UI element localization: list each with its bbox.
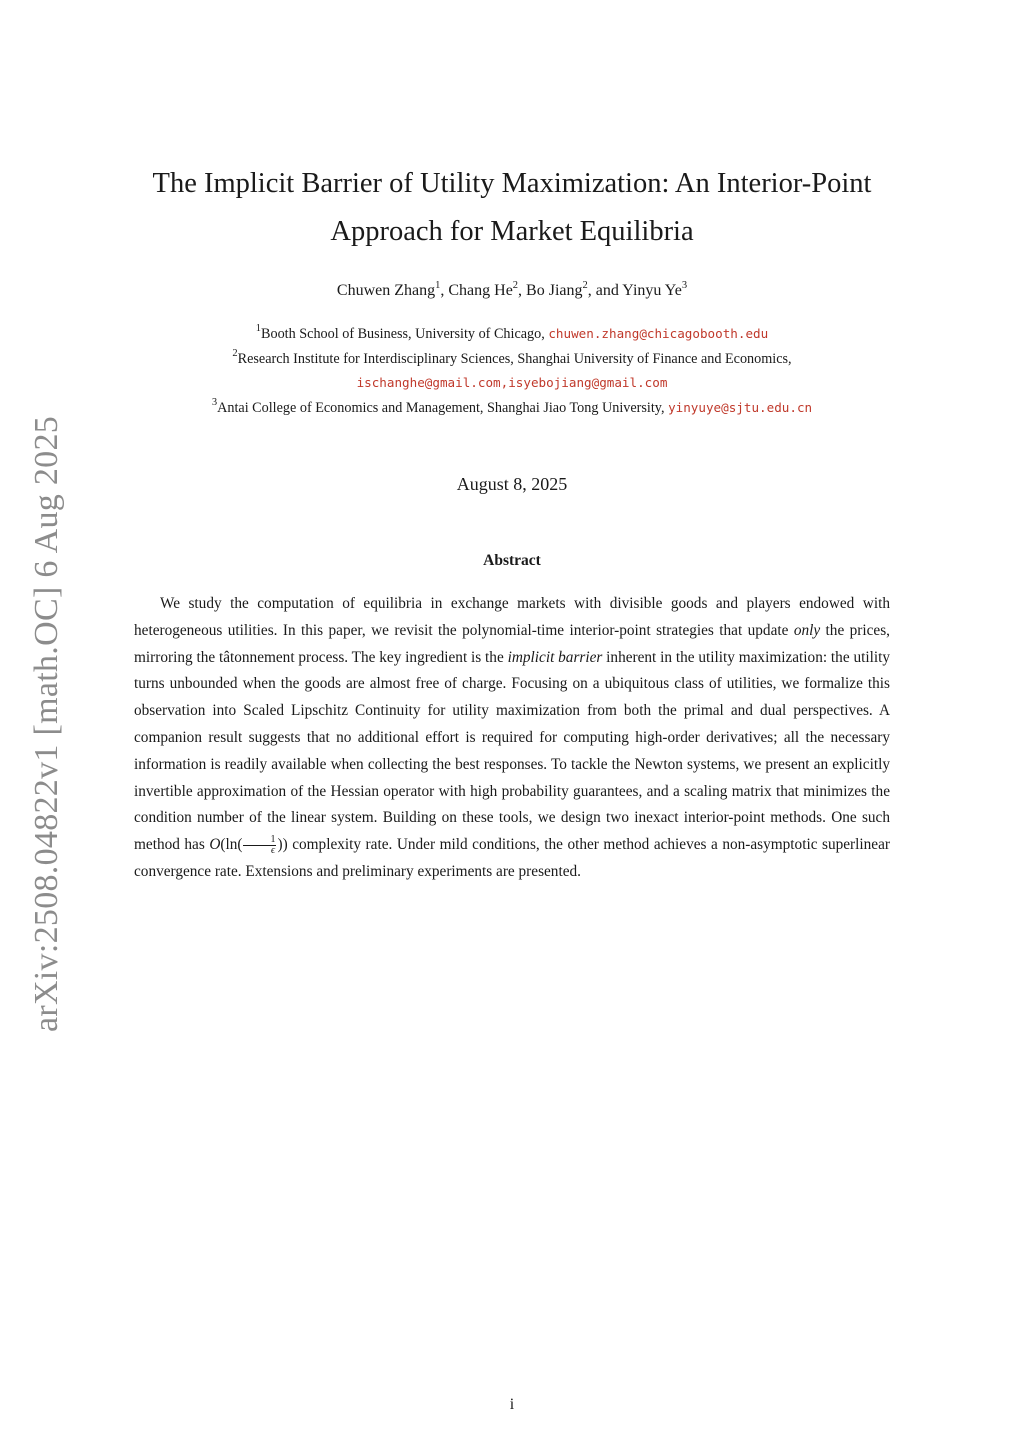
author-separator: ,: [440, 282, 449, 299]
author-name: Bo Jiang: [526, 282, 583, 299]
affiliations: [112, 322, 912, 420]
publication-date: August 8, 2025: [456, 474, 568, 494]
abstract-text: the prices, mirroring the tâtonnement process. The key ingredient is the: [134, 621, 891, 666]
math-ln-open: (ln(: [220, 836, 243, 854]
affiliation-mark: 2: [232, 347, 238, 359]
affiliation-mark: 3: [211, 396, 218, 408]
paper-title-line-2: Approach for Market Equilibria: [330, 216, 694, 247]
abstract-text: complexity rate. Under mild conditions, the other method achieves a non-asymptotic superlinear convergence rate. Extensions and preliminary experiments are presented.: [134, 836, 890, 880]
email-link[interactable]: ischanghe@gmail.com,isyebojiang@gmail.com: [356, 375, 668, 390]
author-name: Chuwen Zhang: [336, 282, 436, 299]
abstract-emphasis: only: [793, 621, 821, 639]
page-number: i: [509, 1396, 515, 1413]
affiliation-3: [112, 396, 912, 421]
arxiv-identifier-stamp: arXiv:2508.04822v1 [math.OC] 6 Aug 2025: [28, 415, 65, 1033]
author-affiliation-mark: 2: [512, 279, 519, 291]
affiliation-text: Antai College of Economics and Management, Shanghai Jiao Tong University,: [217, 399, 669, 416]
author-name: Yinyu Ye: [622, 282, 682, 299]
paper-title-line-1: The Implicit Barrier of Utility Maximization: An Interior-Point: [152, 168, 872, 199]
math-fraction-denominator: ϵ: [270, 845, 275, 857]
abstract-paragraph: [134, 591, 890, 886]
abstract-text: We study the computation of equilibria in exchange markets with divisible goods and players endowed with heterogeneous utilities. In this paper, we revisit the polynomial-time interior-point strategies that update: [134, 595, 890, 639]
author-name: Chang He: [448, 282, 513, 299]
paper-title: [112, 160, 912, 256]
abstract-emphasis: implicit barrier: [507, 648, 603, 666]
author-affiliation-mark: 3: [681, 279, 688, 291]
author-affiliation-mark: 1: [435, 279, 441, 291]
abstract-heading: Abstract: [483, 552, 541, 569]
author-separator: ,: [518, 282, 527, 299]
affiliation-text: Research Institute for Interdisciplinary Sciences, Shanghai University of Finance and Economics,: [237, 350, 792, 367]
author-affiliation-mark: 2: [582, 279, 588, 291]
math-fraction: [243, 835, 276, 856]
author-separator: , and: [587, 282, 623, 299]
email-link[interactable]: chuwen.zhang@chicagobooth.edu: [548, 326, 769, 341]
math-big-o: O: [209, 836, 221, 854]
math-close: )): [277, 836, 288, 854]
affiliation-1: [112, 322, 912, 347]
author-list: [112, 280, 912, 302]
affiliation-mark: 1: [255, 323, 262, 335]
email-link[interactable]: yinyuye@sjtu.edu.cn: [668, 399, 813, 415]
math-fraction-numerator: 1: [243, 835, 276, 846]
abstract-text: inherent in the utility maximization: the utility turns unbounded when the goods are almost free of charge. Focusing on a ubiquitous class of utilities, we formalize this observation into Scaled Lipschitz Continuity for utility maximization from both the primal and dual perspectives. A companion result suggests that no additional effort is required for computing high-order derivatives; all the necessary information is readily available when collecting the best responses. To tackle the Newton systems, we present an explicitly invertible approximation of the Hessian operator with high probability guarantees, and a scaling matrix that minimizes the condition number of the linear system. Building on these tools, we design two inexact interior-point methods. One such method has: [134, 648, 890, 854]
affiliation-2: [112, 347, 912, 372]
affiliation-2-emails: [112, 371, 912, 396]
affiliation-text: Booth School of Business, University of Chicago,: [261, 326, 549, 342]
